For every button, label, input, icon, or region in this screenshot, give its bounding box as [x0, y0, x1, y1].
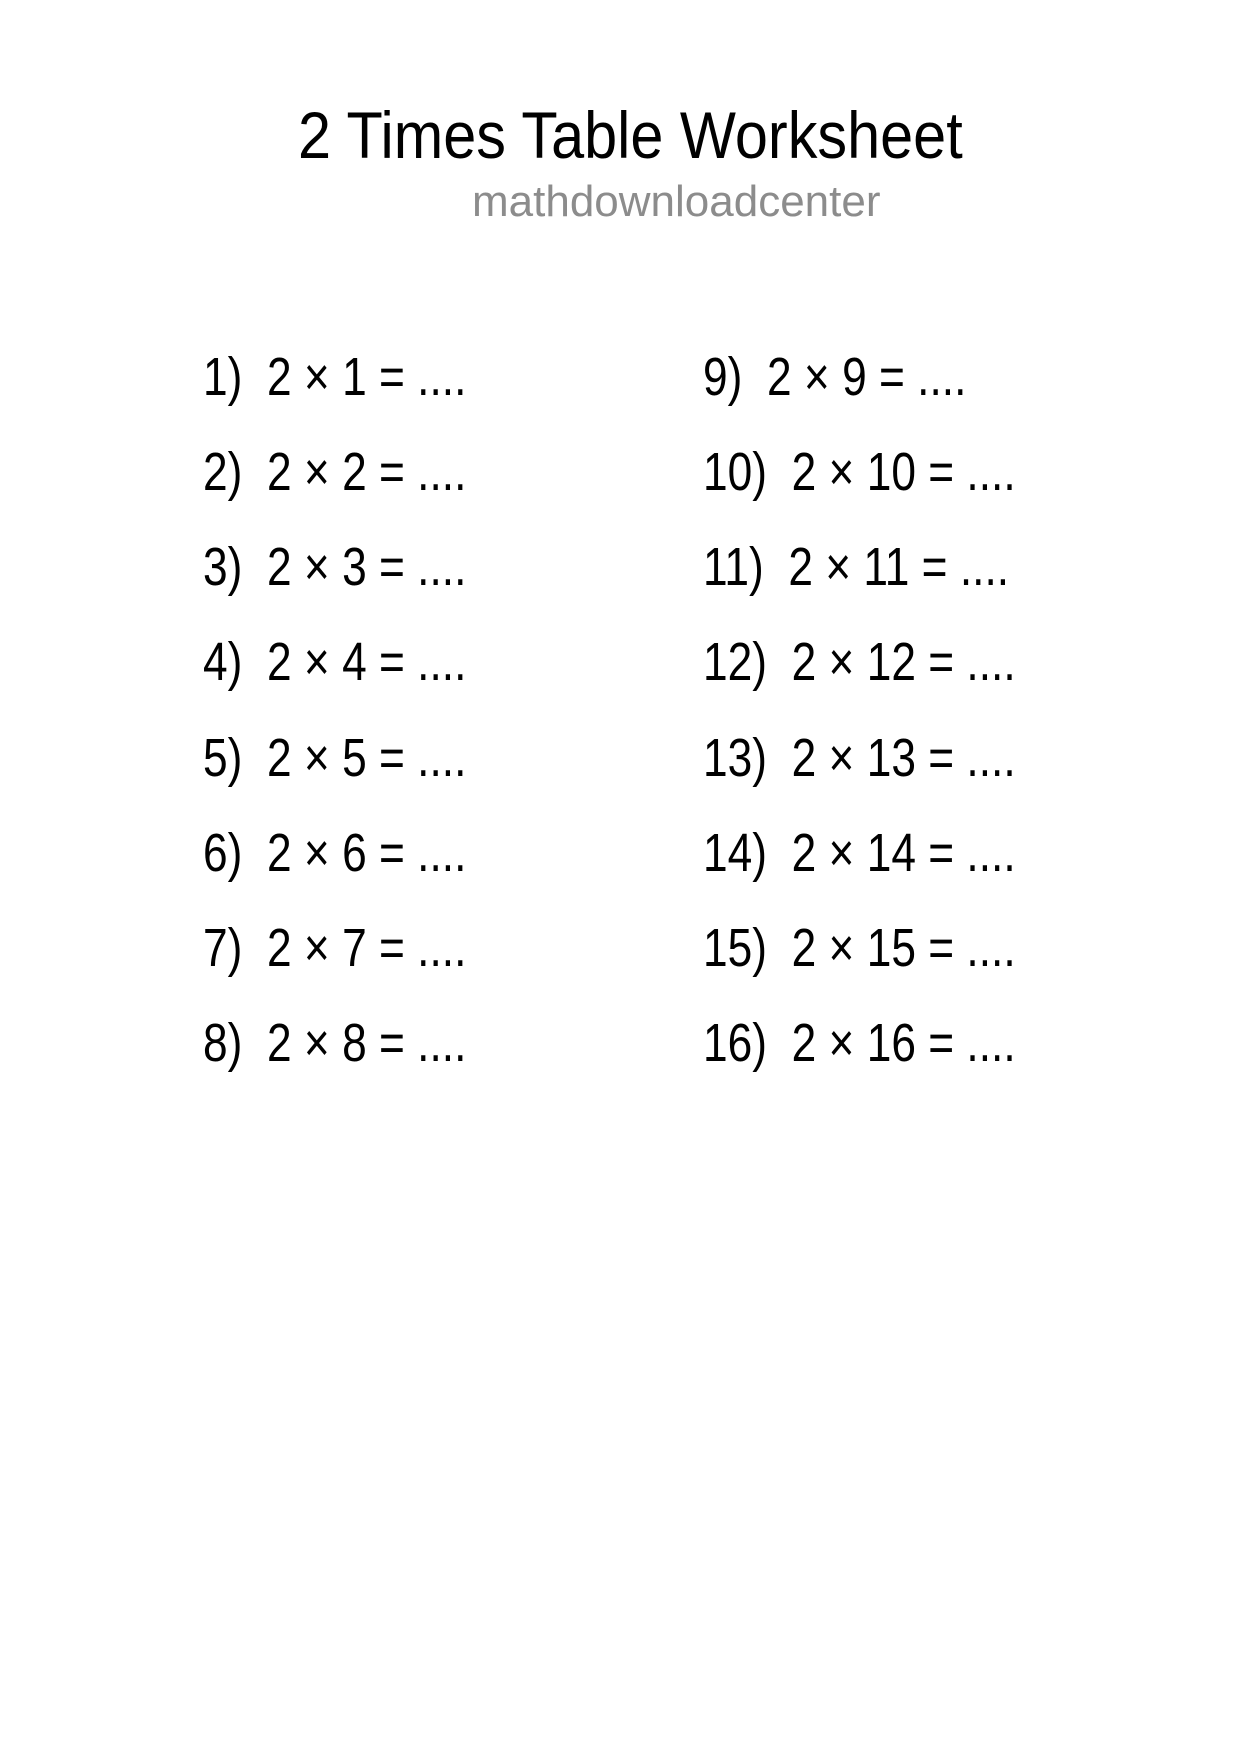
problem-expression: 2 × 16 = [791, 1012, 955, 1073]
problem-number: 1) [203, 347, 243, 407]
problem-number: 6) [203, 822, 243, 883]
problem-number: 14) [703, 822, 767, 883]
problem-text [703, 727, 1016, 788]
answer-blank: .... [417, 537, 467, 598]
problem-row [703, 822, 1084, 921]
problem-expression: 2 × 5 = [266, 727, 405, 788]
problem-text [703, 1012, 1016, 1073]
answer-blank: .... [417, 632, 467, 693]
problem-number: 5) [203, 727, 243, 788]
problem-expression: 2 × 2 = [266, 442, 405, 503]
problem-text [703, 537, 1010, 598]
answer-blank: .... [966, 1012, 1016, 1073]
answer-blank: .... [417, 822, 467, 883]
problem-text [203, 727, 467, 788]
problem-number: 16) [703, 1012, 767, 1073]
answer-blank: .... [966, 917, 1016, 978]
problem-expression: 2 × 12 = [791, 632, 955, 693]
problem-text [203, 347, 467, 407]
problem-row [703, 347, 1084, 445]
problems-column-right [703, 347, 1084, 1111]
problem-text [703, 632, 1016, 693]
problem-expression: 2 × 15 = [791, 917, 955, 978]
problem-row [703, 917, 1084, 1016]
problem-number: 2) [203, 442, 243, 503]
problem-number: 8) [203, 1012, 243, 1073]
problem-text [203, 442, 467, 503]
problem-row [703, 727, 1084, 826]
page-subtitle: mathdownloadcenter [472, 177, 881, 226]
problem-expression: 2 × 3 = [266, 537, 405, 598]
problem-expression: 2 × 10 = [791, 442, 955, 503]
answer-blank: .... [417, 347, 467, 407]
problem-text [703, 917, 1016, 978]
problem-row [203, 1012, 524, 1111]
problem-row [703, 632, 1084, 730]
problem-row [703, 442, 1084, 540]
problem-number: 10) [703, 442, 767, 503]
problem-number: 4) [203, 632, 243, 693]
answer-blank: .... [959, 537, 1010, 598]
problem-number: 9) [703, 347, 743, 407]
problem-text [203, 917, 467, 978]
problem-expression: 2 × 14 = [791, 822, 955, 883]
problem-text [203, 822, 467, 883]
problem-expression: 2 × 4 = [266, 632, 405, 693]
answer-blank: .... [966, 822, 1016, 883]
answer-blank: .... [417, 917, 467, 978]
problem-expression: 2 × 11 = [788, 537, 948, 598]
problem-expression: 2 × 1 = [266, 347, 405, 407]
problem-row [203, 347, 524, 445]
answer-blank: .... [417, 727, 467, 788]
answer-blank: .... [966, 632, 1016, 693]
problem-number: 11) [703, 537, 764, 598]
problem-number: 7) [203, 917, 243, 978]
problem-number: 3) [203, 537, 243, 598]
answer-blank: .... [917, 347, 967, 407]
answer-blank: .... [417, 1012, 467, 1073]
problem-row [203, 822, 524, 921]
problem-text [203, 537, 467, 598]
problem-expression: 2 × 8 = [266, 1012, 405, 1073]
problem-row [203, 632, 524, 730]
problems-column-left [203, 347, 524, 1111]
problem-text [203, 632, 467, 693]
problem-number: 15) [703, 917, 767, 978]
problem-text [703, 822, 1016, 883]
problem-expression: 2 × 13 = [791, 727, 955, 788]
problem-row [203, 727, 524, 826]
problem-expression: 2 × 7 = [266, 917, 405, 978]
page-title [298, 98, 1037, 172]
problem-row [203, 442, 524, 540]
page-title-text: 2 Times Table Worksheet [298, 98, 963, 172]
problem-text [203, 1012, 467, 1073]
problem-row [203, 537, 524, 635]
answer-blank: .... [417, 442, 467, 503]
problem-row [703, 1012, 1084, 1111]
answer-blank: .... [966, 442, 1016, 503]
problem-text [703, 347, 967, 407]
problem-text [703, 442, 1016, 503]
problem-expression: 2 × 6 = [266, 822, 405, 883]
problem-number: 12) [703, 632, 767, 693]
problem-row [203, 917, 524, 1016]
answer-blank: .... [966, 727, 1016, 788]
problem-number: 13) [703, 727, 767, 788]
problem-expression: 2 × 9 = [766, 347, 905, 407]
problem-row [703, 537, 1084, 635]
